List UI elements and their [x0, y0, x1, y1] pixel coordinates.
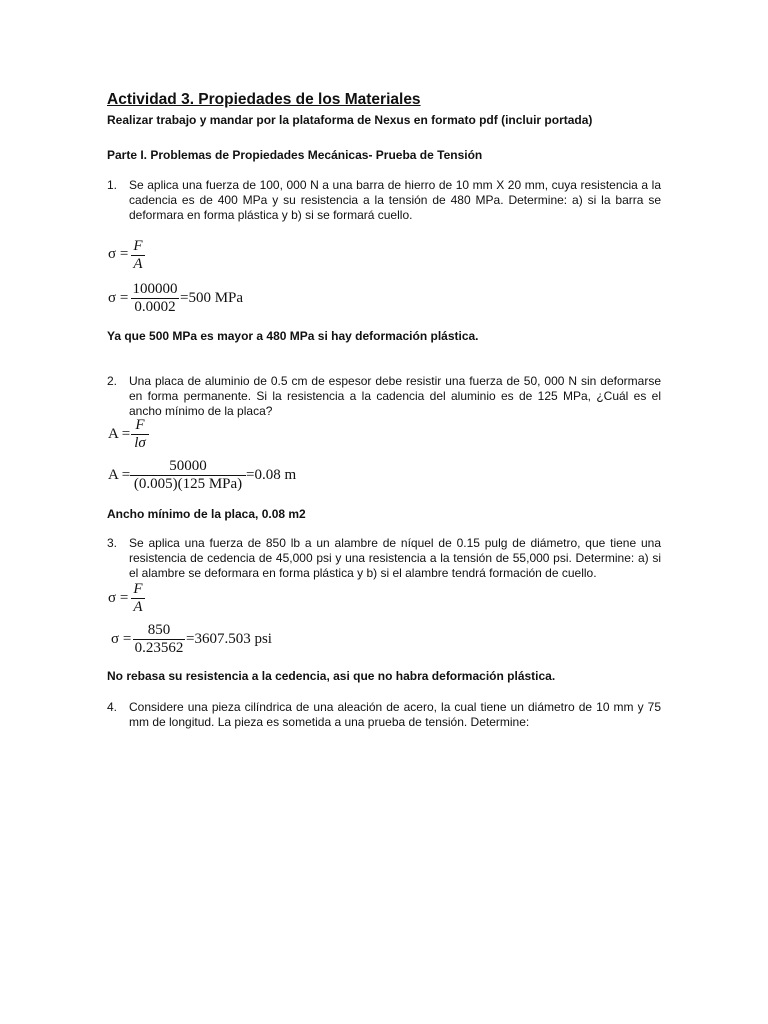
calc-fraction: [133, 622, 185, 657]
calc-fraction: [130, 458, 246, 493]
calc-denominator: 0.23562: [134, 640, 184, 656]
calc-denominator: 0.0002: [134, 299, 176, 315]
formula-lhs: σ =: [108, 590, 129, 606]
document-title: Actividad 3. Propiedades de los Materiales: [107, 91, 421, 108]
problem-number: 3.: [107, 536, 118, 550]
section-heading: Parte I. Problemas de Propiedades Mecánicas- Prueba de Tensión: [107, 148, 483, 162]
problem-number: 4.: [107, 700, 118, 714]
calc-lhs: σ =: [111, 631, 132, 647]
problem-text: Se aplica una fuerza de 850 lb a un alambre de níquel de 0.15 pulg de diámetro, que tiene una resistencia de cedencia de 45,000 psi y una resistencia a la tensión de 55,000 psi. Determine: a) si el alambre se deformara en forma plástica y b) si el alambre tendrá formación de cuello.: [129, 536, 661, 580]
calc-numerator: 50000: [169, 458, 207, 474]
formula-lhs: σ =: [108, 246, 129, 262]
calc-denominator: (0.005)(125 MPa): [133, 476, 243, 492]
calc-result: =500 MPa: [180, 290, 244, 306]
formula-denominator: lσ: [134, 435, 146, 451]
problem-text: Una placa de aluminio de 0.5 cm de espesor debe resistir una fuerza de 50, 000 N sin deformarse en forma permanente. Si la resistencia a la cadencia del aluminio es de 125 MPa, ¿Cuál es el ancho mínimo de la placa?: [129, 374, 661, 418]
problem-answer: No rebasa su resistencia a la cedencia, asi que no habra deformación plástica.: [107, 669, 556, 683]
formula-denominator: A: [133, 256, 143, 272]
calc-numerator: 850: [147, 622, 171, 638]
formula-fraction: [131, 417, 149, 452]
formula-fraction: [131, 238, 145, 273]
calc-lhs: A =: [108, 467, 131, 483]
calc-result: =0.08 m: [246, 467, 297, 483]
formula-fraction: [131, 581, 145, 616]
formula-numerator: F: [135, 417, 145, 433]
document-subtitle: Realizar trabajo y mandar por la plataforma de Nexus en formato pdf (incluir portada): [107, 113, 593, 127]
formula-numerator: F: [133, 238, 143, 254]
problem-text: Considere una pieza cilíndrica de una aleación de acero, la cual tiene un diámetro de 10 mm y 75 mm de longitud. La pieza es sometida a una prueba de tensión. Determine:: [129, 700, 661, 729]
calc-result: =3607.503 psi: [186, 631, 272, 647]
formula-denominator: A: [133, 599, 143, 615]
formula-lhs: A =: [108, 426, 131, 442]
problem-number: 2.: [107, 374, 118, 388]
formula-numerator: F: [133, 581, 143, 597]
problem-number: 1.: [107, 178, 118, 192]
calc-lhs: σ =: [108, 290, 129, 306]
problem-text: Se aplica una fuerza de 100, 000 N a una barra de hierro de 10 mm X 20 mm, cuya resistencia a la cadencia es de 400 MPa y su resistencia a la tensión de 480 MPa. Determine: a) si la barra se deformara en forma plástica y b) si se formará cuello.: [129, 178, 661, 222]
calc-fraction: [131, 281, 179, 316]
problem-answer: Ya que 500 MPa es mayor a 480 MPa si hay deformación plástica.: [107, 329, 479, 343]
problem-answer: Ancho mínimo de la placa, 0.08 m2: [107, 507, 306, 521]
calc-numerator: 100000: [132, 281, 178, 297]
